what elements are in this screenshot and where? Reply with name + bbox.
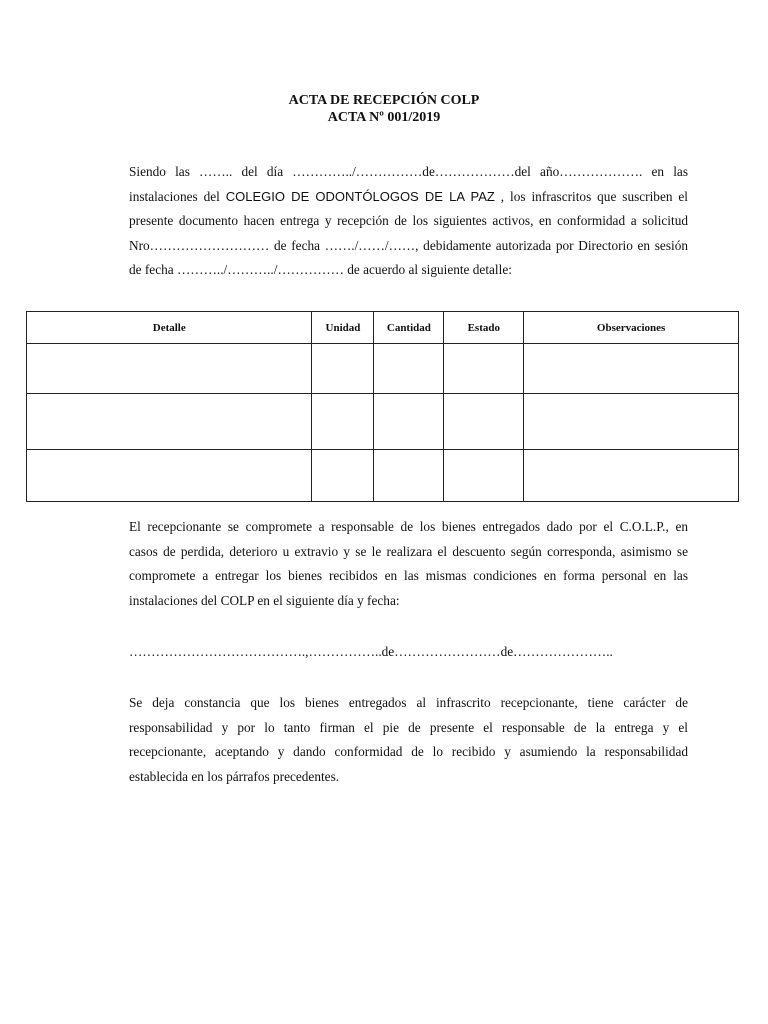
table-cell — [524, 344, 739, 394]
commitment-paragraph — [129, 515, 688, 613]
column-header-observaciones: Observaciones — [524, 312, 739, 344]
act-number: ACTA Nº 001/2019 — [327, 110, 441, 125]
intro-line-2-start: instalaciones del — [129, 188, 226, 204]
intro-line-2 — [129, 185, 688, 210]
commitment-line-3: compromete a entregar los bienes recibidos en las mismas condiciones en forma personal en las — [129, 568, 688, 583]
intro-line-3: presente documento hacen entrega y recepción de los siguientes activos, en conformidad a solicitud — [129, 213, 688, 228]
table-cell — [312, 450, 374, 502]
table-cell — [312, 394, 374, 450]
intro-paragraph — [129, 160, 688, 283]
table-header-row — [27, 312, 739, 344]
table-cell — [374, 344, 444, 394]
table-row — [27, 344, 739, 394]
intro-line-1: Siendo las …….. del día …………../……………de………………del año………………. en las — [129, 164, 688, 179]
column-header-estado: Estado — [444, 312, 524, 344]
table-row — [27, 450, 739, 502]
table-cell — [27, 344, 312, 394]
column-header-detalle: Detalle — [27, 312, 312, 344]
intro-line-2-end: , los infrascritos que suscriben el — [494, 188, 688, 204]
closing-line-3: recepcionante, aceptando y dando conformidad de lo recibido y asumiendo la responsabilidad — [129, 744, 688, 759]
column-header-cantidad: Cantidad — [374, 312, 444, 344]
commitment-line-2: casos de perdida, deterioro u extravio y se le realizara el descuento según corresponda, asimismo se — [129, 543, 688, 559]
document-title: ACTA DE RECEPCIÓN COLP — [288, 93, 480, 108]
table-cell — [524, 394, 739, 450]
table-cell — [374, 450, 444, 502]
table-cell — [524, 450, 739, 502]
commitment-line-4: instalaciones del COLP en el siguiente día y fecha: — [129, 592, 400, 608]
table-cell — [312, 344, 374, 394]
date-fill-line: ………………………………….,……………..de……………………de………………….. — [129, 644, 613, 659]
table-cell — [27, 394, 312, 450]
commitment-line-1: El recepcionante se compromete a responsable de los bienes entregados dado por el C.O.L.P., en — [129, 519, 688, 534]
table-row — [27, 394, 739, 450]
column-header-unidad: Unidad — [312, 312, 374, 344]
closing-paragraph — [129, 691, 688, 789]
closing-line-2: responsabilidad y por lo tanto firman el pie de presente el responsable de la entrega y el — [129, 719, 688, 735]
table-cell — [374, 394, 444, 450]
institution-name: COLEGIO DE ODONTÓLOGOS DE LA PAZ — [225, 188, 495, 204]
table-cell — [444, 394, 524, 450]
closing-line-1: Se deja constancia que los bienes entregados al infrascrito recepcionante, tiene carácter de — [129, 695, 688, 710]
closing-line-4: establecida en los párrafos precedentes. — [129, 768, 340, 784]
table-cell — [444, 344, 524, 394]
table-cell — [27, 450, 312, 502]
table-cell — [444, 450, 524, 502]
assets-table — [26, 311, 739, 502]
intro-line-5: de fecha ………../………../…………… de acuerdo al siguiente detalle: — [129, 262, 512, 277]
intro-line-4: Nro……………………… de fecha ……./……/……, debidamente autorizada por Directorio en sesión — [129, 237, 688, 253]
